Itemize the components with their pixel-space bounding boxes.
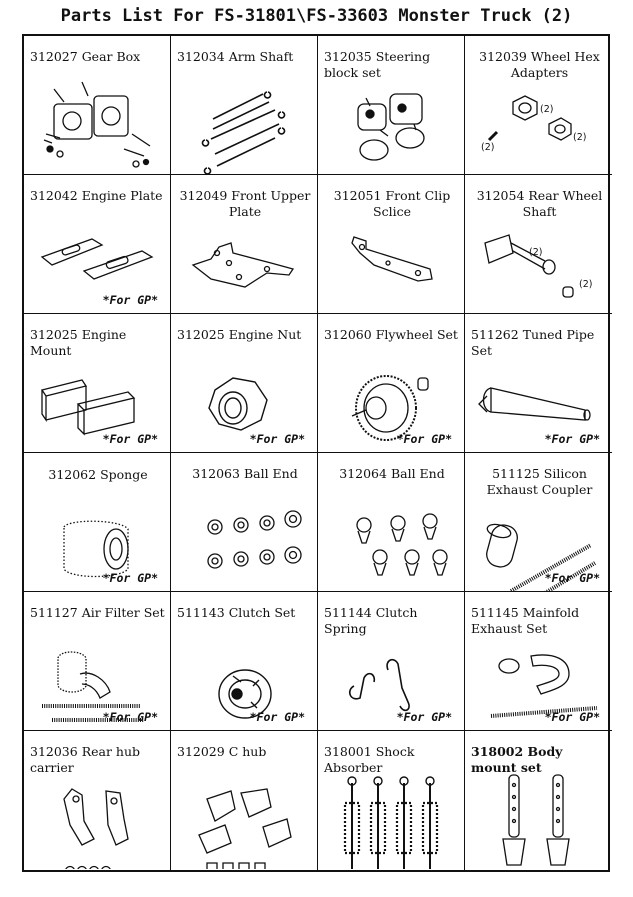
part-cell (171, 731, 318, 870)
page-title: Parts List For FS-31801\FS-33603 Monster Truck (2) (60, 6, 573, 26)
part-label: 318001 Shock Absorber (324, 744, 415, 775)
part-label: 312027 Gear Box (30, 49, 141, 64)
part-cell (171, 175, 318, 314)
arm-shaft-icon (171, 74, 316, 174)
for-gp-note: *For GP* (102, 571, 158, 585)
part-label: 318002 Body mount set (471, 744, 563, 775)
part-label: 312039 Wheel Hex Adapters (479, 49, 600, 80)
ball-end-icon (171, 491, 316, 591)
part-cell (24, 175, 171, 314)
qty-label: (2) (579, 279, 593, 290)
part-cell (465, 453, 612, 592)
part-cell (171, 314, 318, 453)
part-cell (318, 453, 465, 592)
part-label: 312025 Engine Mount (30, 327, 127, 358)
part-cell (465, 592, 612, 731)
part-cell (171, 36, 318, 175)
qty-label: (2) (529, 247, 543, 258)
part-cell (171, 453, 318, 592)
gear-box-icon (24, 74, 169, 174)
ball-end-cup-icon (318, 491, 463, 591)
part-label: 312036 Rear hub carrier (30, 744, 141, 775)
body-mount-icon (465, 769, 610, 869)
part-cell (465, 36, 612, 175)
steering-block-icon (318, 74, 463, 174)
part-cell (465, 175, 612, 314)
front-clip-icon (318, 213, 463, 313)
part-cell (318, 731, 465, 870)
front-upper-plate-icon (171, 213, 316, 313)
part-cell (24, 314, 171, 453)
for-gp-note: *For GP* (102, 293, 158, 307)
part-label: 511144 Clutch Spring (324, 605, 418, 636)
part-label: 511145 Mainfold Exhaust Set (471, 605, 580, 636)
for-gp-note: *For GP* (102, 432, 158, 446)
part-cell (318, 36, 465, 175)
part-label: 312042 Engine Plate (30, 188, 163, 203)
part-cell (318, 592, 465, 731)
qty-label: (2) (573, 132, 587, 143)
part-label: 312054 Rear Wheel Shaft (476, 188, 603, 219)
part-cell (24, 731, 171, 870)
part-cell (465, 731, 612, 870)
part-label: 312051 Front Clip Sclice (333, 188, 451, 219)
for-gp-note: *For GP* (544, 710, 600, 724)
parts-grid (22, 34, 610, 872)
for-gp-note: *For GP* (249, 432, 305, 446)
c-hub-icon (171, 769, 316, 869)
for-gp-note: *For GP* (396, 432, 452, 446)
for-gp-note: *For GP* (249, 710, 305, 724)
part-cell (465, 314, 612, 453)
part-label: 511262 Tuned Pipe Set (471, 327, 595, 358)
rear-wheel-shaft-icon (465, 213, 610, 313)
part-cell (318, 175, 465, 314)
wheel-hex-adapter-icon (465, 74, 610, 174)
qty-label: (2) (481, 142, 495, 153)
part-cell (24, 453, 171, 592)
part-cell (318, 314, 465, 453)
qty-label: (2) (540, 104, 554, 115)
part-label: 511143 Clutch Set (177, 605, 296, 620)
part-label: 511125 Silicon Exhaust Coupler (486, 466, 593, 497)
shock-absorber-icon (318, 769, 463, 869)
for-gp-note: *For GP* (544, 571, 600, 585)
part-label: 312035 Steering block set (324, 49, 431, 80)
for-gp-note: *For GP* (102, 710, 158, 724)
part-label: 312060 Flywheel Set (324, 327, 458, 342)
part-label: 511127 Air Filter Set (30, 605, 165, 620)
part-cell (171, 592, 318, 731)
part-label: 312062 Sponge (48, 467, 148, 482)
for-gp-note: *For GP* (544, 432, 600, 446)
part-label: 312025 Engine Nut (177, 327, 302, 342)
part-label: 312034 Arm Shaft (177, 49, 294, 64)
rear-hub-carrier-icon (24, 769, 169, 869)
part-label: 312029 C hub (177, 744, 267, 759)
part-label: 312049 Front Upper Plate (179, 188, 311, 219)
part-cell (24, 592, 171, 731)
part-cell (24, 36, 171, 175)
for-gp-note: *For GP* (396, 710, 452, 724)
part-label: 312064 Ball End (339, 466, 445, 481)
part-label: 312063 Ball End (192, 466, 298, 481)
